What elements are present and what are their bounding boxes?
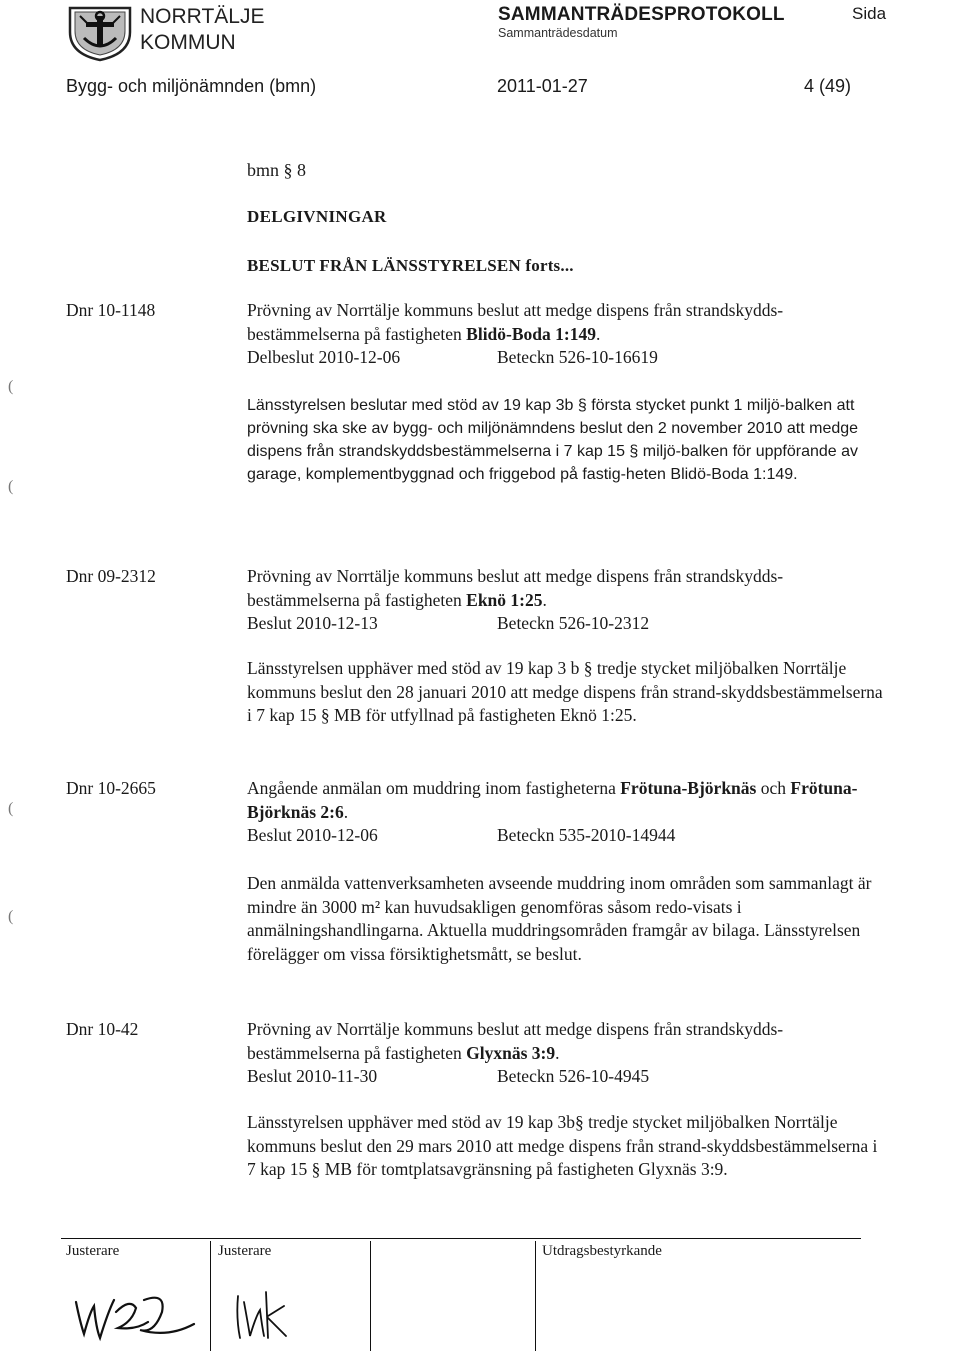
decision-reference: Beteckn 526-10-2312 — [497, 613, 650, 633]
footer-column-divider — [210, 1241, 211, 1351]
decision-reference: Beteckn 535-2010-14944 — [497, 825, 676, 845]
entry-text: Länsstyrelsen beslutar med stöd av 19 kap 3b § första stycket punkt 1 miljö-balken att prövning ska ske av bygg- och miljönämndens beslut den 2 november 2010 att medge dispens från strandskyddsbestämmelserna i 7 kap 15 § miljö-balken för uppförande av garage, komplementbyggnad och friggebod på fastig-heten Blidö-Boda 1:149. — [247, 397, 859, 483]
paragraph-number: bmn § 8 — [247, 160, 307, 180]
organisation-name-line1: NORRTÄLJE — [140, 5, 265, 28]
entry-decision — [247, 346, 887, 370]
entry-text: Länsstyrelsen upphäver med stöd av 19 kap 3 b § tredje stycket miljöbalken Norrtälje kommuns beslut den 28 januari 2010 att medge dispens från strand-skyddsbestämmelserna i 7 kap 15 § MB för utfyllnad på fastigheten Eknö 1:25. — [247, 658, 883, 725]
margin-mark: ( — [8, 478, 14, 495]
footer-label-adjuster-2: Justerare — [218, 1243, 272, 1259]
meeting-date: 2011-01-27 — [497, 76, 588, 96]
property-name: Frötuna-Björknäs — [620, 778, 757, 798]
margin-mark: ( — [8, 800, 14, 817]
decision-reference: Beteckn 526-10-16619 — [497, 347, 658, 367]
footer-column-divider — [535, 1241, 536, 1351]
entry-heading: Prövning av Norrtälje kommuns beslut att medge dispens från strandskydds-bestämmelserna på fastigheten Glyxnäs 3:9. Beslut 2010-11-30 Beteckn 526-10-4945 — [247, 1018, 887, 1089]
entry-heading: Angående anmälan om muddring inom fastigheterna Frötuna-Björknäs och Frötuna-Björknäs 2:6. Beslut 2010-12-06 Beteckn 535-2010-14944 — [247, 777, 887, 848]
meeting-date-label: Sammanträdesdatum — [498, 26, 618, 40]
entry-dnr: Dnr 10-2665 — [66, 778, 156, 798]
page-label: Sida — [852, 4, 887, 23]
margin-mark: ( — [8, 378, 14, 395]
entry-decision — [247, 1065, 887, 1089]
property-name: Frötuna-Björknäs 2:6 — [247, 778, 858, 822]
footer-column-divider — [370, 1241, 371, 1351]
decision-date: Delbeslut 2010-12-06 — [247, 347, 401, 367]
organisation-name-line2: KOMMUN — [140, 31, 236, 54]
property-name: Eknö 1:25 — [466, 589, 543, 610]
entry-dnr: Dnr 10-42 — [66, 1019, 139, 1039]
margin-mark: ( — [8, 908, 14, 925]
decision-date: Beslut 2010-11-30 — [247, 1066, 378, 1086]
entry-dnr: Dnr 09-2312 — [66, 566, 156, 586]
section-subtitle: BESLUT FRÅN LÄNSSTYRELSEN forts... — [247, 256, 574, 275]
organisation-name — [140, 4, 264, 56]
entry-decision — [247, 612, 887, 636]
entry-text: Den anmälda vattenverksamheten avseende muddring inom områden som sammanlagt är mindre än 3000 m² kan huvudsakligen genomföras såsom redo-visats i anmälningshandlingarna. Aktuella muddringsområden framgår av bilaga. Länsstyrelsen förelägger om vissa försiktighetsmått, se beslut. — [247, 873, 872, 964]
entry-dnr: Dnr 10-1148 — [66, 300, 156, 320]
footer-label-adjuster-1: Justerare — [66, 1243, 120, 1259]
property-name: Blidö-Boda 1:149 — [466, 323, 596, 344]
entry-heading: Prövning av Norrtälje kommuns beslut att medge dispens från strandskydds-bestämmelserna på fastigheten Eknö 1:25. Beslut 2010-12-13 Beteckn 526-10-2312 — [247, 565, 887, 636]
entry-text: Länsstyrelsen upphäver med stöd av 19 kap 3b§ tredje stycket miljöbalken Norrtälje kommuns beslut den 29 mars 2010 att medge dispens från strand-skyddsbestämmelserna i 7 kap 15 § MB för tomtplatsavgränsning på fastigheten Glyxnäs 3:9. — [247, 1112, 878, 1179]
decision-reference: Beteckn 526-10-4945 — [497, 1066, 650, 1086]
signature-1 — [70, 1272, 200, 1352]
property-name: Glyxnäs 3:9 — [466, 1042, 556, 1063]
entry-heading: Prövning av Norrtälje kommuns beslut att medge dispens från strandskydds-bestämmelserna på fastigheten Blidö-Boda 1:149. Delbeslut 2010-12-06 Beteckn 526-10-16619 — [247, 299, 887, 370]
municipality-logo — [66, 2, 134, 62]
decision-date: Beslut 2010-12-13 — [247, 613, 378, 633]
entry-decision — [247, 824, 887, 848]
page-number: 4 (49) — [804, 76, 852, 96]
section-title: DELGIVNINGAR — [247, 207, 387, 226]
signature-2 — [228, 1272, 298, 1352]
footer-label-certification: Utdragsbestyrkande — [542, 1243, 662, 1259]
decision-date: Beslut 2010-12-06 — [247, 825, 378, 845]
footer-divider — [61, 1238, 861, 1239]
board-name: Bygg- och miljönämnden (bmn) — [66, 76, 317, 96]
document-type: SAMMANTRÄDESPROTOKOLL — [498, 4, 785, 25]
